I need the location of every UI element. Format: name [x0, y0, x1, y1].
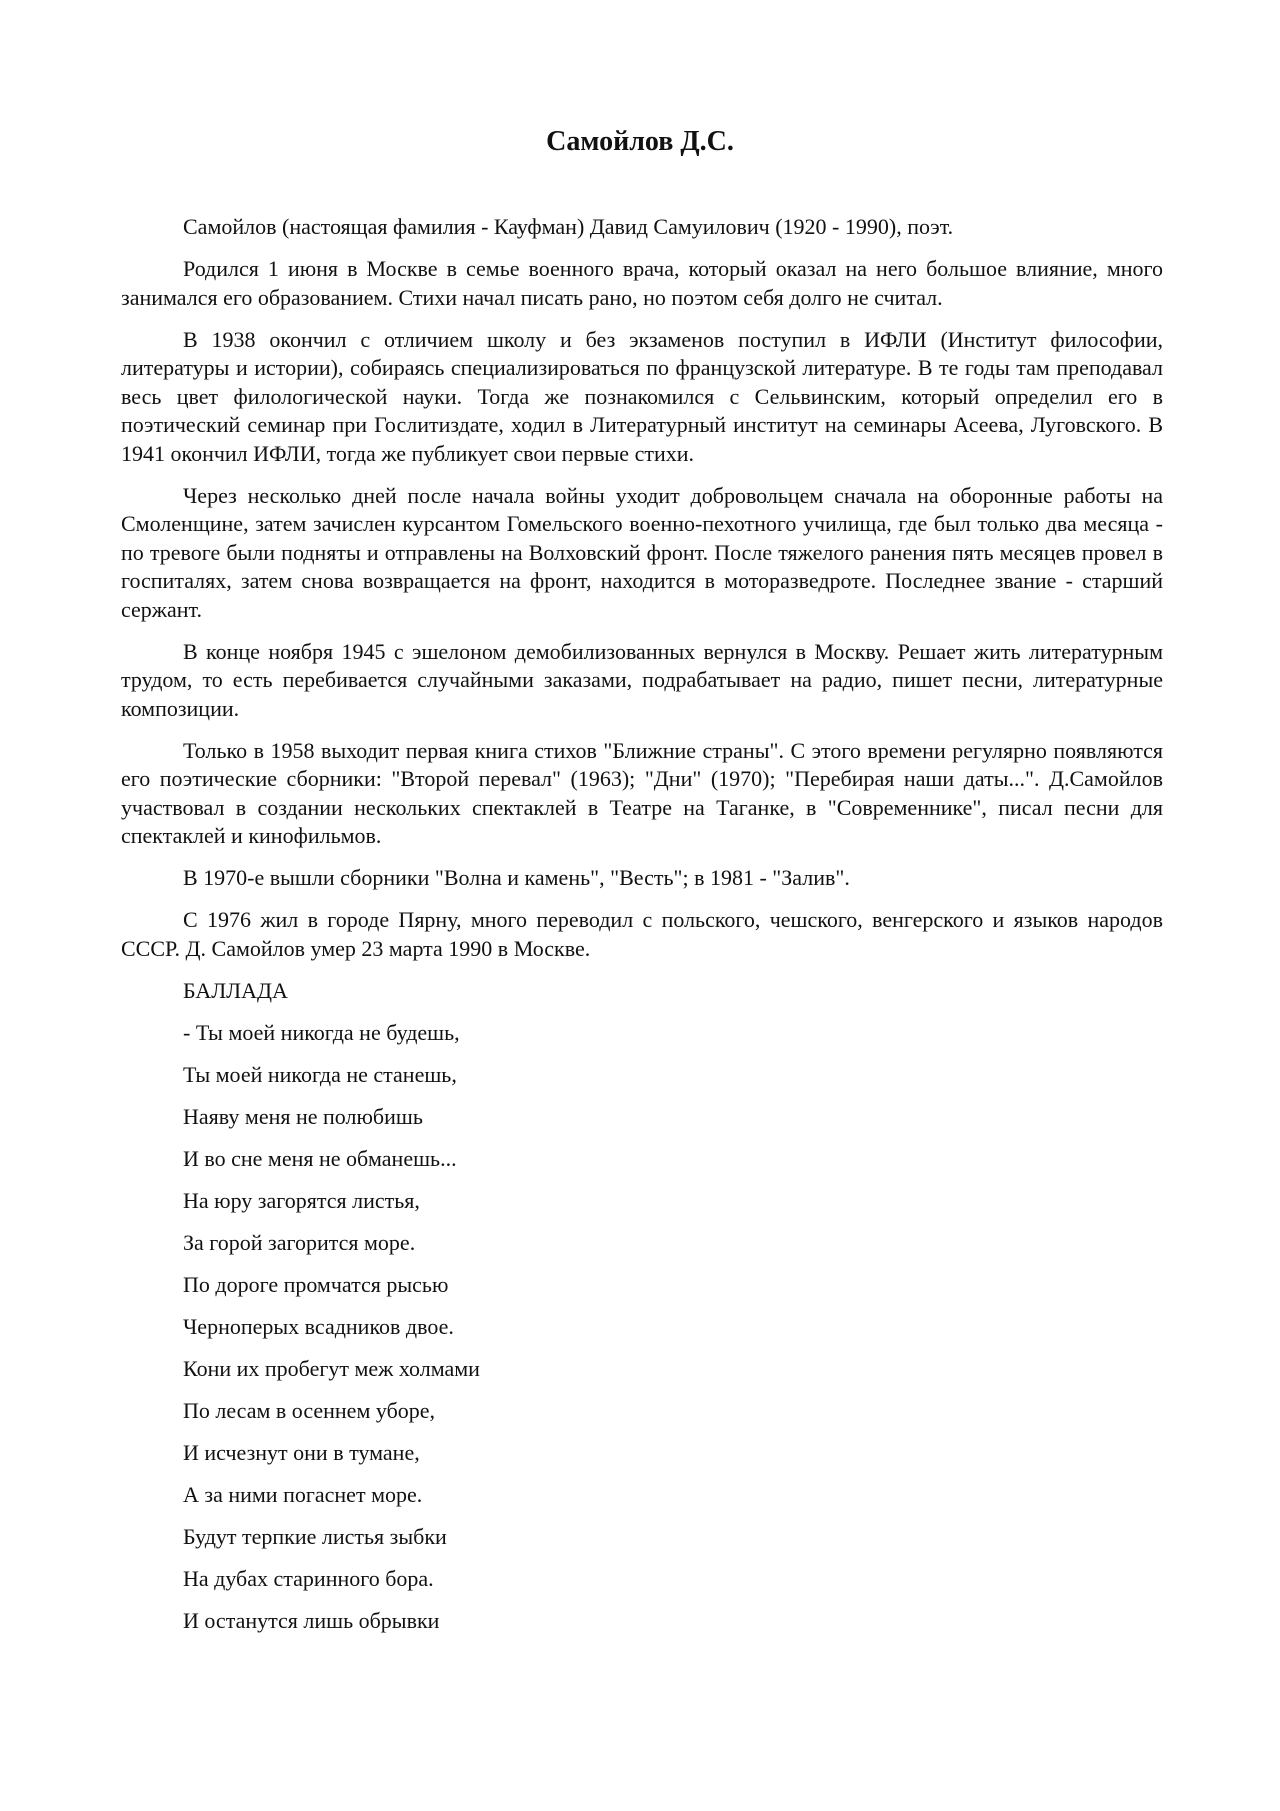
poem-line: И исчезнут они в тумане,: [183, 1439, 420, 1465]
document-title: Самойлов Д.С.: [546, 126, 734, 157]
paragraph: Самойлов (настоящая фамилия - Кауфман) Давид Самуилович (1920 - 1990), поэт.: [183, 214, 954, 239]
poem-title: БАЛЛАДА: [183, 977, 288, 1003]
poem-line: По лесам в осеннем уборе,: [183, 1397, 436, 1423]
poem-line: Будут терпкие листья зыбки: [183, 1523, 447, 1549]
document-body: [121, 213, 1163, 1649]
poem-line: А за ними погаснет море.: [183, 1481, 423, 1507]
poem-line: На дубах старинного бора.: [183, 1565, 434, 1591]
paragraph: С 1976 жил в городе Пярну, много переводил с польского, чешского, венгерского и языков народов СССР. Д. Самойлов умер 23 марта 1990 в Москве.: [121, 907, 1163, 961]
poem-line: - Ты моей никогда не будешь,: [183, 1019, 460, 1045]
paragraph: Через несколько дней после начала войны уходит добровольцем сначала на оборонные работы на Смоленщине, затем зачислен курсантом Гомельского военно-пехотного училища, где был только два месяца - по тревоге были подняты и отправлены на Волховский фронт. После тяжелого ранения пять месяцев провел в госпиталях, затем снова возвращается на фронт, находится в моторазведроте. Последнее звание - старший сержант.: [121, 482, 1163, 622]
poem-line: За горой загорится море.: [183, 1229, 416, 1255]
poem-line: По дороге промчатся рысью: [183, 1271, 449, 1297]
paragraph: Только в 1958 выходит первая книга стихов "Ближние страны". С этого времени регулярно появляются его поэтические сборники: "Второй перевал" (1963); "Дни" (1970); "Перебирая наши даты...". Д.Самойлов участвовал в создании нескольких спектаклей в Театре на Таганке, в "Современнике", писал песни для спектаклей и кинофильмов.: [121, 737, 1163, 848]
poem-line: И останутся лишь обрывки: [183, 1607, 440, 1633]
paragraph: В 1970-е вышли сборники "Волна и камень", "Весть"; в 1981 - "Залив".: [183, 865, 850, 890]
poem-line: Черноперых всадников двое.: [183, 1313, 454, 1339]
poem-line: Ты моей никогда не станешь,: [183, 1061, 457, 1087]
paragraph: Родился 1 июня в Москве в семье военного врача, который оказал на него большое влияние, много занимался его образованием. Стихи начал писать рано, но поэтом себя долго не считал.: [121, 256, 1163, 310]
paragraph: В 1938 окончил с отличием школу и без экзаменов поступил в ИФЛИ (Институт философии, литературы и истории), собираясь специализироваться по французской литературе. В те годы там преподавал весь цвет филологической науки. Тогда же познакомился с Сельвинским, который определил его в поэтический семинар при Гослитиздате, ходил в Литературный институт на семинары Асеева, Луговского. В 1941 окончил ИФЛИ, тогда же публикует свои первые стихи.: [121, 326, 1163, 466]
poem-line: Кони их пробегут меж холмами: [183, 1355, 480, 1381]
poem-line: На юру загорятся листья,: [183, 1187, 420, 1213]
poem-line: Наяву меня не полюбишь: [183, 1103, 423, 1129]
poem-line: И во сне меня не обманешь...: [183, 1145, 457, 1171]
paragraph: В конце ноября 1945 с эшелоном демобилизованных вернулся в Москву. Решает жить литературным трудом, то есть перебивается случайными заказами, подрабатывает на радио, пишет песни, литературные композиции.: [121, 638, 1163, 721]
